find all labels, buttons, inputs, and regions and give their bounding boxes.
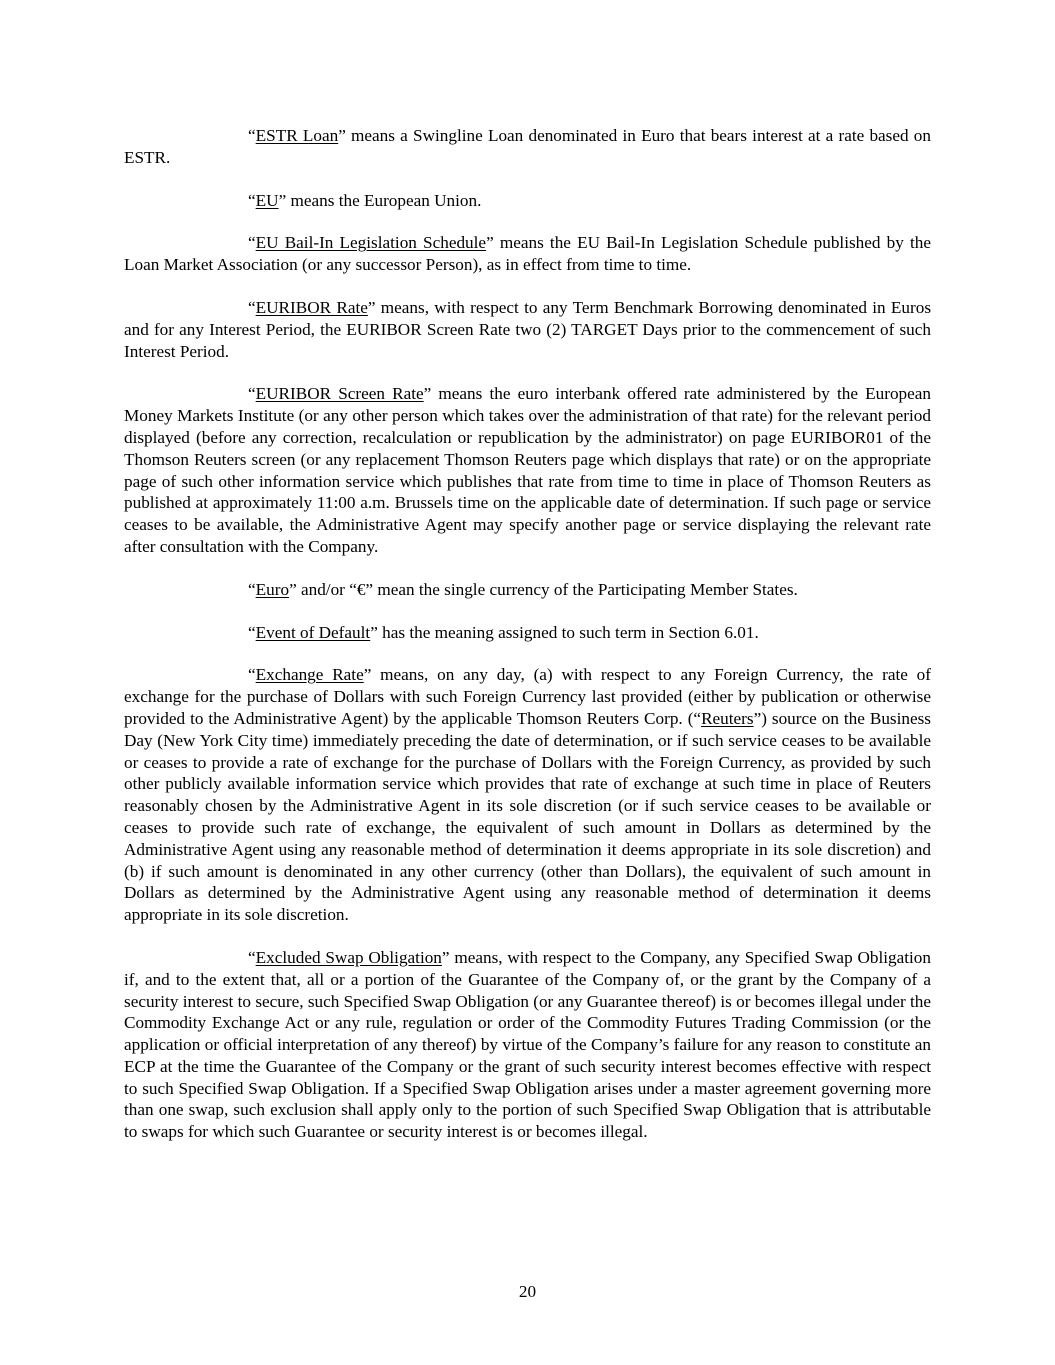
- definition-text: ” means, with respect to the Company, any Specified Swap Obligation if, and to the extent that, all or a portion of the Guarantee of the Company of, or the grant by the Company of a security interest to secure, such Specified Swap Obligation (or any Guarantee thereof) is or becomes illegal under the Commodity Exchange Act or any rule, regulation or order of the Commodity Futures Trading Commission (or the application or official interpretation of any thereof) by virtue of the Company’s failure for any reason to constitute an ECP at the time the Guarantee of the Company or the grant of such security interest becomes effective with respect to such Specified Swap Obligation. If a Specified Swap Obligation arises under a master agreement governing more than one swap, such exclusion shall apply only to the portion of such Specified Swap Obligation that is attributable to swaps for which such Guarantee or security interest is or becomes illegal.: [124, 947, 931, 1142]
- open-quote: “: [248, 622, 256, 642]
- defined-term: Event of Default: [255, 622, 371, 642]
- open-quote: “: [248, 665, 256, 685]
- definition-exchange-rate: [124, 664, 931, 926]
- defined-term: Exchange Rate: [255, 665, 364, 685]
- definition-euribor-screen-rate: [124, 383, 931, 557]
- definition-text: ” means the EU Bail-In Legislation Schedule published by the Loan Market Association (or any successor Person), as in effect from time to time.: [124, 233, 931, 275]
- defined-term: ESTR Loan: [255, 126, 339, 145]
- document-body: [124, 125, 931, 1164]
- definition-text: ” means the European Union.: [278, 190, 482, 210]
- open-quote: “: [248, 233, 256, 253]
- definition-text: ” and/or “€” mean the single currency of the Participating Member States.: [289, 579, 798, 599]
- page-number: 20: [518, 1282, 537, 1301]
- defined-term-inline: Reuters: [701, 708, 754, 728]
- definition-text: ” means, with respect to any Term Benchmark Borrowing denominated in Euros and for any Interest Period, the EURIBOR Screen Rate two (2) TARGET Days prior to the commencement of such Interest Period.: [124, 297, 932, 361]
- definition-euro: [124, 579, 931, 601]
- defined-term: Euro: [255, 579, 290, 599]
- defined-term: EU Bail-In Legislation Schedule: [255, 233, 487, 253]
- defined-term: EURIBOR Rate: [255, 297, 368, 317]
- open-quote: “: [248, 126, 256, 145]
- definition-eu-bail-in-legislation-schedule: [124, 232, 931, 276]
- definition-euribor-rate: [124, 297, 931, 362]
- definition-text-continued: ”) source on the Business Day (New York City time) immediately preceding the date of determination, or if such service ceases to be available or ceases to provide a rate of exchange for the purchase of Dollars with the Foreign Currency, as provided by such other publicly available information service which provides that rate of exchange at such time in place of Reuters reasonably chosen by the Administrative Agent in its sole discretion (or if such service ceases to be available or ceases to provide such rate of exchange, the equivalent of such amount in Dollars as determined by the Administrative Agent using any reasonable method of determination it deems appropriate in its sole discretion) and (b) if such amount is denominated in any other currency (other than Dollars), the equivalent of such amount in Dollars as determined by the Administrative Agent using any reasonable method of determination it deems appropriate in its sole discretion.: [124, 708, 931, 925]
- definition-excluded-swap-obligation: [124, 947, 931, 1143]
- open-quote: “: [248, 579, 256, 599]
- definition-text: ” means, on any day, (a) with respect to any Foreign Currency, the rate of exchange for the purchase of Dollars with such Foreign Currency last provided (either by publication or otherwise provided to the Administrative Agent) by the applicable Thomson Reuters Corp. (“: [124, 665, 931, 728]
- open-quote: “: [248, 947, 256, 967]
- definition-text: ” has the meaning assigned to such term in Section 6.01.: [370, 622, 759, 642]
- definition-estr-loan: [124, 125, 931, 169]
- defined-term: EURIBOR Screen Rate: [255, 384, 424, 404]
- defined-term: EU: [255, 190, 279, 210]
- defined-term: Excluded Swap Obligation: [255, 947, 442, 967]
- definition-text: ” means a Swingline Loan denominated in Euro that bears interest at a rate based on ESTR.: [124, 126, 931, 167]
- open-quote: “: [248, 297, 256, 317]
- definition-text: ” means the euro interbank offered rate administered by the European Money Markets Institute (or any other person which takes over the administration of that rate) for the relevant period displayed (before any correction, recalculation or republication by the administrator) on page EURIBOR01 of the Thomson Reuters screen (or any replacement Thomson Reuters page which displays that rate) or on the appropriate page of such other information service which publishes that rate from time to time in place of Thomson Reuters as published at approximately 11:00 a.m. Brussels time on the applicable date of determination. If such page or service ceases to be available, the Administrative Agent may specify another page or service displaying the relevant rate after consultation with the Company.: [124, 384, 931, 556]
- definition-eu: [124, 190, 931, 212]
- definition-event-of-default: [124, 622, 931, 644]
- open-quote: “: [248, 384, 256, 404]
- open-quote: “: [248, 190, 256, 210]
